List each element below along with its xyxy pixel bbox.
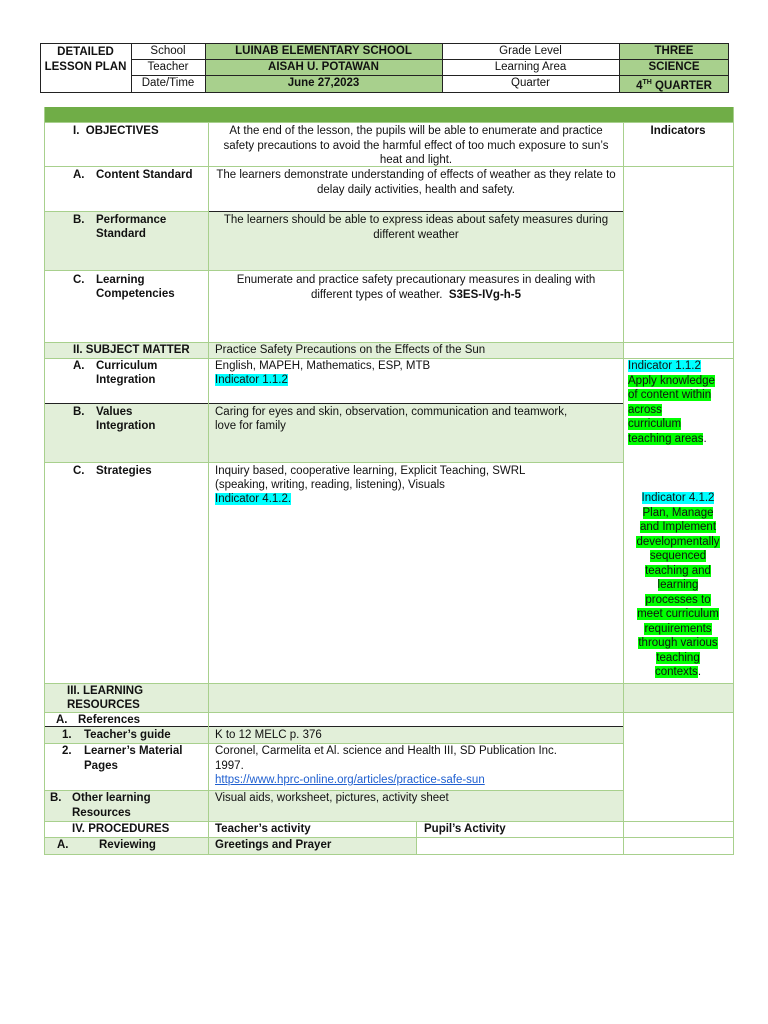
quarter-value: 4TH QUARTER	[636, 79, 712, 92]
reviewing-label: Reviewing	[99, 839, 156, 851]
subject-matter-label: II. SUBJECT MATTER	[73, 344, 190, 356]
other-resources-value: Visual aids, worksheet, pictures, activity sheet	[215, 792, 449, 804]
values-integration-label-1: Values	[96, 406, 133, 418]
learners-material-text-1: Coronel, Carmelita et Al. science and Health III, SD Publication Inc.	[215, 745, 557, 757]
teacher-label: Teacher	[147, 61, 189, 73]
references-num: A.	[56, 714, 68, 726]
teachers-guide-value: K to 12 MELC p. 376	[215, 729, 322, 741]
indicator-note-2-title: Indicator 4.1.2	[641, 492, 715, 504]
learners-material-num: 2.	[62, 745, 72, 757]
reviewing-num: A.	[57, 839, 69, 851]
school-label: School	[150, 45, 186, 57]
learning-area-label: Learning Area	[494, 61, 567, 73]
teachers-guide-num: 1.	[62, 729, 72, 741]
indicator-note-2	[624, 491, 732, 680]
procedures-label: IV. PROCEDURES	[72, 823, 170, 835]
pupil-activity-header: Pupil’s Activity	[424, 823, 506, 835]
objectives-text: At the end of the lesson, the pupils will be able to enumerate and practice safety precautions to avoid the harmful effect of too much exposure to sun’s heat and light.	[223, 125, 609, 166]
grade-level-label: Grade Level	[499, 45, 562, 57]
learning-competencies-label-1: Learning	[96, 274, 145, 286]
performance-standard-label-2: Standard	[96, 228, 146, 240]
learning-competencies-text: Enumerate and practice safety precautionary measures in dealing with different types of weather. S3ES-IVg-h-5	[236, 274, 596, 301]
learners-material-label-2: Pages	[84, 760, 118, 772]
objectives-label: I. OBJECTIVES	[73, 125, 159, 137]
datetime-value: June 27,2023	[287, 77, 360, 89]
learning-resources-label-2: RESOURCES	[67, 699, 140, 711]
values-integration-label-2: Integration	[96, 420, 156, 432]
learning-competencies-label-2: Competencies	[96, 288, 175, 300]
strategies-indicator: Indicator 4.1.2.	[215, 493, 292, 505]
table-header-band	[44, 107, 734, 122]
lesson-plan-title-line2: LESSON PLAN	[44, 61, 127, 73]
learning-resources-fill	[44, 683, 734, 713]
school-value: LUINAB ELEMENTARY SCHOOL	[235, 45, 412, 57]
curriculum-integration-label-2: Integration	[96, 374, 156, 386]
curriculum-integration-text: English, MAPEH, Mathematics, ESP, MTB	[215, 360, 431, 372]
values-integration-num: B.	[73, 406, 85, 418]
quarter-label: Quarter	[511, 77, 550, 89]
strategies-label: Strategies	[96, 465, 152, 477]
content-standard-label: Content Standard	[96, 169, 193, 181]
learning-resources-label-1: III. LEARNING	[67, 685, 144, 697]
references-label: References	[78, 714, 141, 726]
teacher-value: AISAH U. POTAWAN	[268, 61, 379, 73]
strategies-text-2: (speaking, writing, reading, listening), Visuals	[215, 479, 445, 491]
strategies-num: C.	[73, 465, 85, 477]
strategies-text-1: Inquiry based, cooperative learning, Explicit Teaching, SWRL	[215, 465, 526, 477]
learners-material-link[interactable]: https://www.hprc-online.org/articles/practice-safe-sun	[215, 774, 485, 786]
lesson-table	[44, 107, 734, 855]
learners-material-label-1: Learner’s Material	[84, 745, 183, 757]
performance-standard-num: B.	[73, 214, 85, 226]
reviewing-value: Greetings and Prayer	[215, 839, 332, 851]
other-resources-label-1: Other learning	[72, 792, 151, 804]
values-integration-text-2: love for family	[215, 420, 286, 432]
performance-standard-text: The learners should be able to express ideas about safety measures during different weather	[223, 214, 609, 241]
curriculum-integration-label-1: Curriculum	[96, 360, 158, 372]
teacher-activity-header: Teacher’s activity	[215, 823, 311, 835]
curriculum-integration-indicator: Indicator 1.1.2	[215, 374, 288, 386]
curriculum-integration-num: A.	[73, 360, 85, 372]
learners-material-text-2: 1997.	[215, 760, 244, 772]
indicator-note-1-lines: Apply knowledge of content within across curriculum teaching areas.	[628, 374, 715, 445]
other-resources-label-2: Resources	[72, 807, 131, 819]
indicators-header: Indicators	[650, 125, 706, 137]
indicator-note-1-title: Indicator 1.1.2	[628, 360, 701, 372]
learning-area-value: SCIENCE	[648, 61, 700, 73]
performance-standard-label-1: Performance	[96, 214, 167, 226]
indicator-note-2-lines: Plan, Manage and Implement developmentally sequenced teaching and learning processes to meet curriculum requirements through various teaching contexts.	[636, 506, 720, 678]
other-resources-num: B.	[50, 792, 62, 804]
grade-level-value: THREE	[654, 45, 694, 57]
values-integration-text-1: Caring for eyes and skin, observation, communication and teamwork,	[215, 406, 568, 418]
datetime-label: Date/Time	[141, 77, 195, 89]
content-standard-text: The learners demonstrate understanding of effects of weather as they relate to delay daily activities, health and safety.	[216, 169, 616, 196]
competency-code: S3ES-IVg-h-5	[448, 288, 522, 301]
indicator-note-1	[628, 359, 732, 446]
content-standard-num: A.	[73, 169, 85, 181]
teachers-guide-label: Teacher’s guide	[84, 729, 171, 741]
subject-matter-text: Practice Safety Precautions on the Effects of the Sun	[215, 344, 486, 356]
lesson-plan-title-line1: DETAILED	[57, 46, 114, 58]
learning-competencies-num: C.	[73, 274, 85, 286]
header-table	[40, 43, 729, 93]
